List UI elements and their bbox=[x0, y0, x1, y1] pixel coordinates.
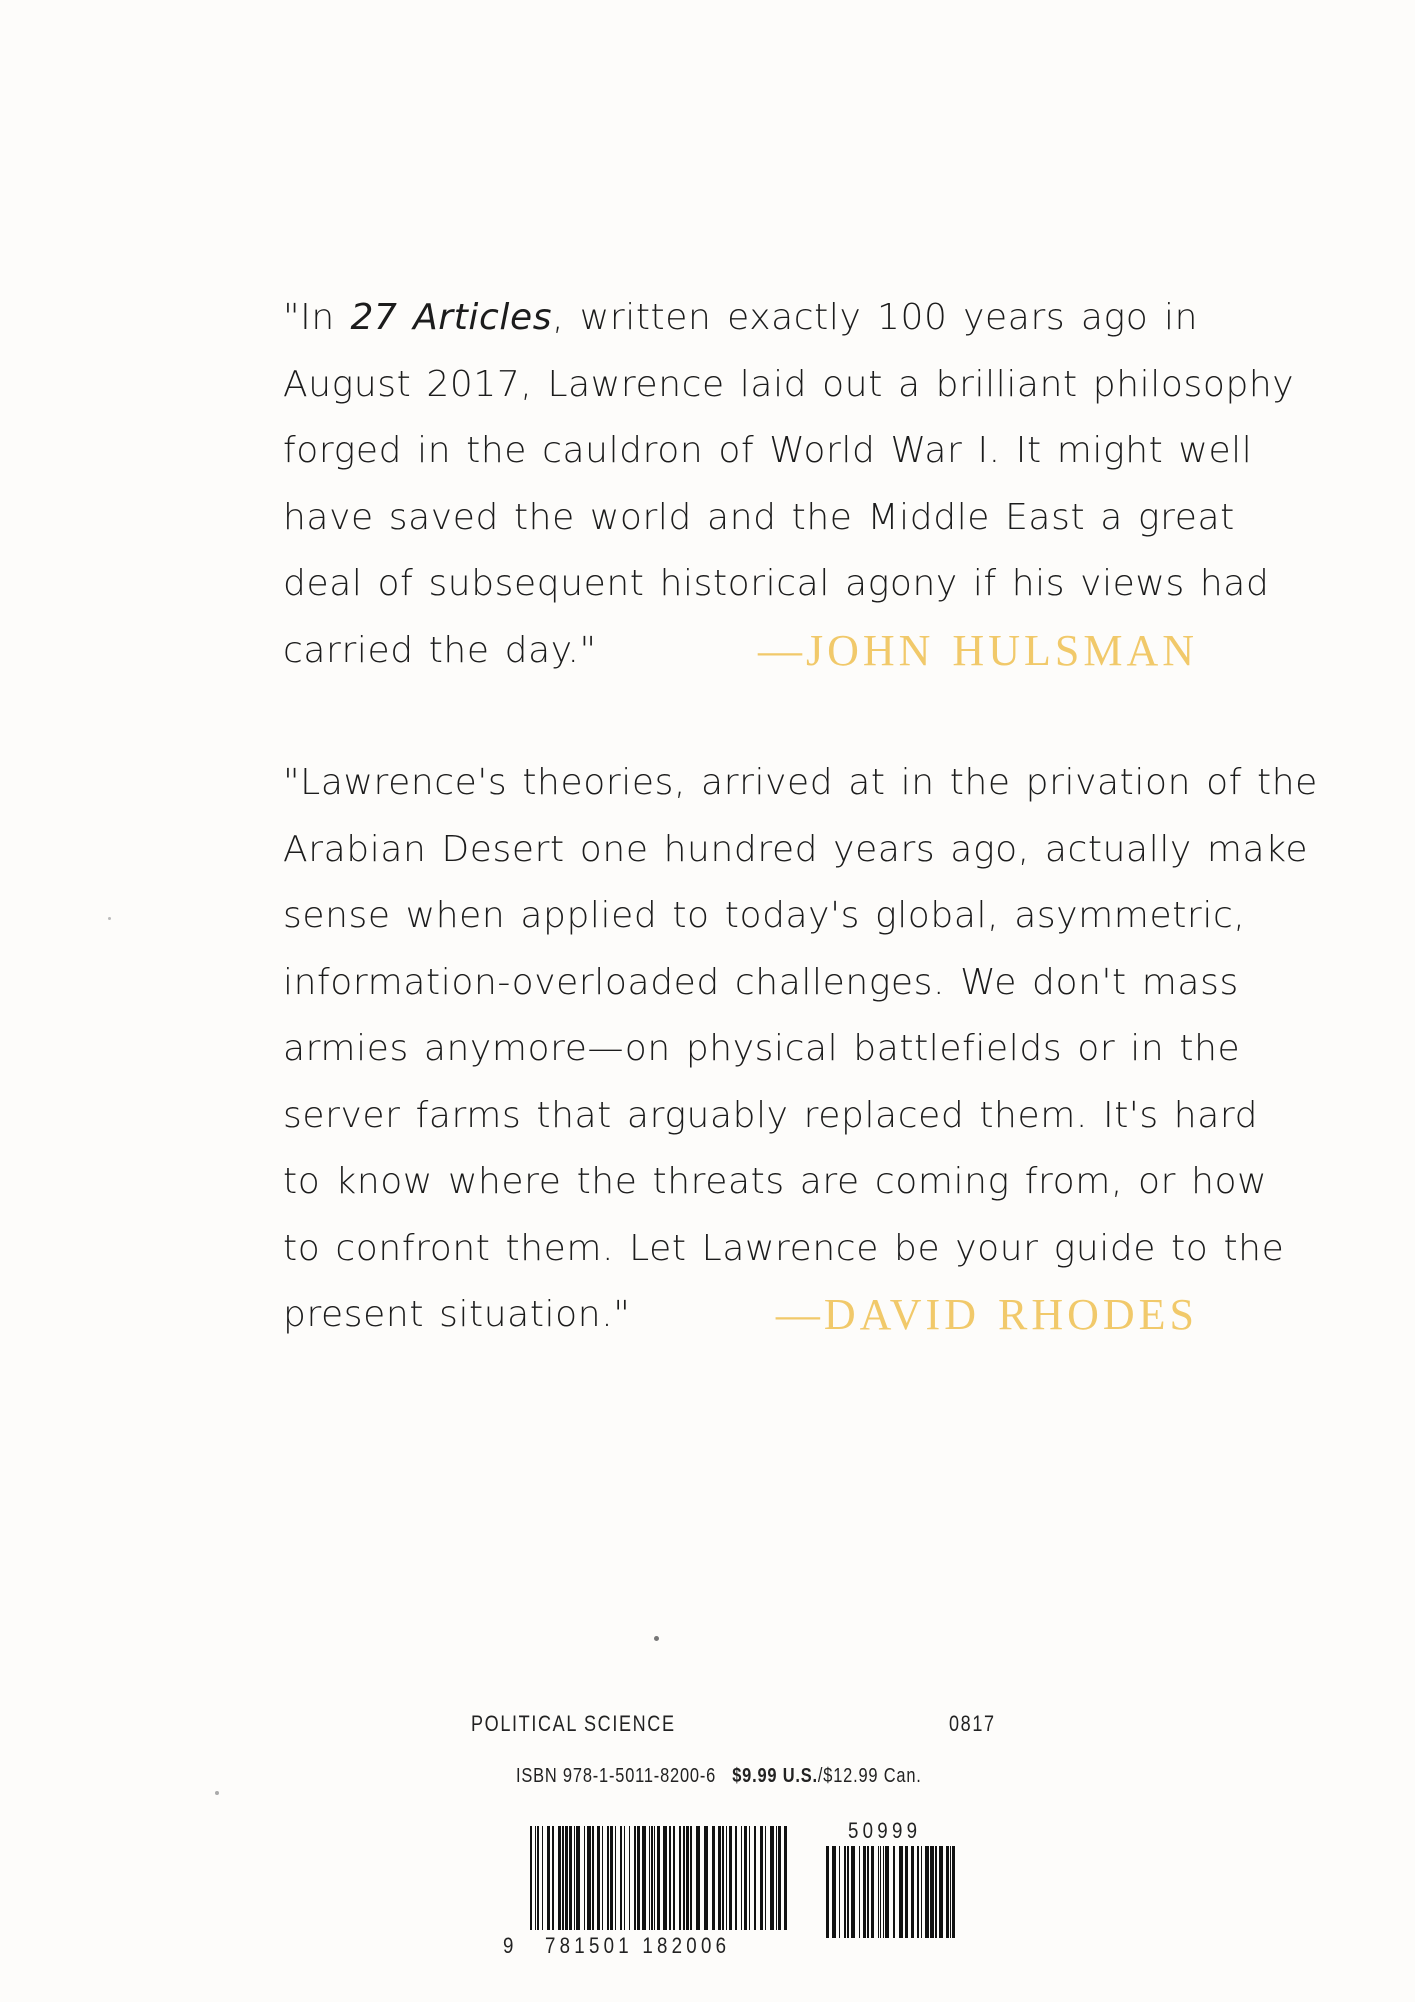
quote-line: to know where the threats are coming from, or how bbox=[283, 1161, 1268, 1202]
barcode-bar bbox=[871, 1846, 874, 1938]
barcode-bar bbox=[642, 1826, 646, 1930]
barcode-bar bbox=[741, 1826, 742, 1930]
barcode-bar bbox=[654, 1826, 655, 1930]
barcode-bar bbox=[547, 1826, 550, 1930]
barcode-digits: 781501 182006 bbox=[545, 1933, 731, 1958]
dust-speck bbox=[654, 1636, 659, 1641]
barcode-bar bbox=[552, 1826, 554, 1930]
barcode-bar bbox=[535, 1826, 536, 1930]
barcode-bar bbox=[607, 1826, 609, 1930]
barcode-first-digit: 9 bbox=[503, 1933, 518, 1958]
quote-hulsman bbox=[283, 285, 1295, 684]
barcode-addon bbox=[826, 1846, 956, 1938]
barcode-bar bbox=[749, 1826, 750, 1930]
barcode-bar bbox=[925, 1846, 929, 1938]
barcode-bar bbox=[905, 1846, 908, 1938]
barcode-bar bbox=[576, 1826, 580, 1930]
barcode-bar bbox=[597, 1826, 600, 1930]
quote-line: information-overloaded challenges. We don't mass bbox=[283, 961, 1239, 1003]
barcode-bar bbox=[952, 1846, 955, 1938]
barcode-bar bbox=[712, 1826, 715, 1930]
barcode-bar bbox=[911, 1846, 914, 1938]
barcode-bar bbox=[939, 1846, 943, 1938]
barcode-bar bbox=[615, 1826, 616, 1930]
barcode-bar bbox=[826, 1846, 829, 1938]
barcode-bar bbox=[921, 1846, 922, 1938]
dust-speck bbox=[108, 917, 111, 920]
barcode-bar bbox=[950, 1846, 951, 1938]
barcode-bar bbox=[784, 1826, 787, 1930]
barcode-bar bbox=[669, 1826, 671, 1930]
barcode-bar bbox=[558, 1826, 561, 1930]
dust-speck bbox=[215, 1791, 219, 1795]
quote-last-line bbox=[283, 1282, 1198, 1349]
quote-line: server farms that arguably replaced them. It's hard bbox=[283, 1094, 1259, 1136]
barcode-bar bbox=[765, 1826, 766, 1930]
price-us: $9.99 U.S. bbox=[732, 1765, 818, 1787]
barcode-bar bbox=[878, 1846, 879, 1938]
quote-line: August 2017, Lawrence laid out a brilliant philosophy bbox=[283, 363, 1295, 405]
attribution-rhodes: —DAVID RHODES bbox=[775, 1290, 1198, 1339]
barcode-bar bbox=[859, 1846, 860, 1938]
barcode-bar bbox=[587, 1826, 591, 1930]
barcode-bar bbox=[679, 1826, 681, 1930]
barcode-bar bbox=[729, 1826, 732, 1930]
barcode-bar bbox=[683, 1826, 685, 1930]
barcode-bar bbox=[899, 1846, 903, 1938]
quote-text: , written exactly 100 years ago in bbox=[552, 297, 1198, 338]
quote-rhodes bbox=[283, 750, 1318, 1349]
barcode-bar bbox=[637, 1826, 640, 1930]
barcode-addon-digits: 50999 bbox=[848, 1818, 922, 1843]
book-title: 27 Articles bbox=[350, 297, 553, 338]
barcode-bar bbox=[893, 1846, 895, 1938]
barcode-bar bbox=[851, 1846, 855, 1938]
barcode-bar bbox=[649, 1826, 650, 1930]
barcode-bar bbox=[832, 1846, 836, 1938]
barcode-main bbox=[530, 1826, 790, 1938]
barcode-bar bbox=[744, 1826, 747, 1930]
barcode-bar bbox=[883, 1846, 884, 1938]
barcode-bar bbox=[542, 1826, 543, 1930]
barcode-bar bbox=[735, 1826, 737, 1930]
barcode-bar bbox=[930, 1846, 934, 1938]
barcode-bar bbox=[584, 1826, 585, 1930]
attribution-hulsman: —JOHN HULSMAN bbox=[757, 625, 1198, 675]
barcode-bar bbox=[624, 1826, 625, 1930]
barcode-bar bbox=[704, 1826, 708, 1930]
barcode-bar bbox=[776, 1826, 777, 1930]
quote-text: carried the day." bbox=[283, 629, 597, 671]
barcode-bar bbox=[673, 1826, 675, 1930]
date-code: 0817 bbox=[949, 1711, 996, 1736]
isbn-price-line bbox=[516, 1765, 922, 1788]
barcode-bar bbox=[690, 1826, 692, 1930]
barcode-bar bbox=[602, 1826, 603, 1930]
quote-text: "In bbox=[283, 297, 351, 338]
barcode-bar bbox=[696, 1826, 700, 1930]
quote-line: sense when applied to today's global, asymmetric, bbox=[283, 895, 1246, 936]
barcode-bar bbox=[686, 1826, 689, 1930]
barcode-bar bbox=[839, 1846, 840, 1938]
barcode-bar bbox=[629, 1826, 630, 1930]
quote-line: have saved the world and the Middle East a great bbox=[283, 496, 1235, 538]
barcode-bar bbox=[760, 1826, 763, 1930]
barcode-bar bbox=[610, 1826, 613, 1930]
barcode-bar bbox=[574, 1826, 575, 1930]
barcode-bar bbox=[778, 1826, 781, 1930]
barcode-bar bbox=[562, 1826, 564, 1930]
category-label: POLITICAL SCIENCE bbox=[471, 1711, 676, 1736]
barcode-bar bbox=[946, 1846, 949, 1938]
barcode-bar bbox=[917, 1846, 919, 1938]
barcode-bar bbox=[663, 1826, 667, 1930]
quote-last-line bbox=[283, 618, 1198, 685]
barcode-bar bbox=[726, 1826, 727, 1930]
barcode-bar bbox=[880, 1846, 881, 1938]
isbn: ISBN 978-1-5011-8200-6 bbox=[516, 1765, 717, 1787]
barcode-bar bbox=[565, 1826, 568, 1930]
quote-line: armies anymore—on physical battlefields or in the bbox=[283, 1028, 1241, 1069]
quote-text: present situation." bbox=[283, 1294, 631, 1335]
quote-line: forged in the cauldron of World War I. It might well bbox=[283, 430, 1253, 471]
barcode-bar bbox=[620, 1826, 622, 1930]
barcode-bar bbox=[537, 1826, 539, 1930]
quote-line: to confront them. Let Lawrence be your guide to the bbox=[283, 1227, 1285, 1269]
barcode-bar bbox=[867, 1846, 869, 1938]
quote-line: deal of subsequent historical agony if his views had bbox=[283, 563, 1270, 604]
barcode-bar bbox=[634, 1826, 636, 1930]
barcode-bar bbox=[530, 1826, 532, 1930]
barcode-bar bbox=[935, 1846, 937, 1938]
barcode-bar bbox=[722, 1826, 724, 1930]
barcode-bar bbox=[754, 1826, 756, 1930]
barcode-bar bbox=[569, 1826, 572, 1930]
quote-line bbox=[283, 285, 1198, 352]
price-can: /$12.99 Can. bbox=[817, 1765, 922, 1787]
barcode-bar bbox=[863, 1846, 866, 1938]
barcode-bar bbox=[844, 1846, 846, 1938]
barcode-bar bbox=[718, 1826, 721, 1930]
barcode-bar bbox=[885, 1846, 889, 1938]
barcode-bar bbox=[770, 1826, 774, 1930]
quote-line: "Lawrence's theories, arrived at in the privation of the bbox=[283, 762, 1318, 803]
quote-line: Arabian Desert one hundred years ago, actually make bbox=[283, 828, 1309, 870]
barcode-bar bbox=[592, 1826, 594, 1930]
barcode-bar bbox=[847, 1846, 849, 1938]
barcode-bar bbox=[657, 1826, 660, 1930]
barcode-bar bbox=[651, 1826, 653, 1930]
